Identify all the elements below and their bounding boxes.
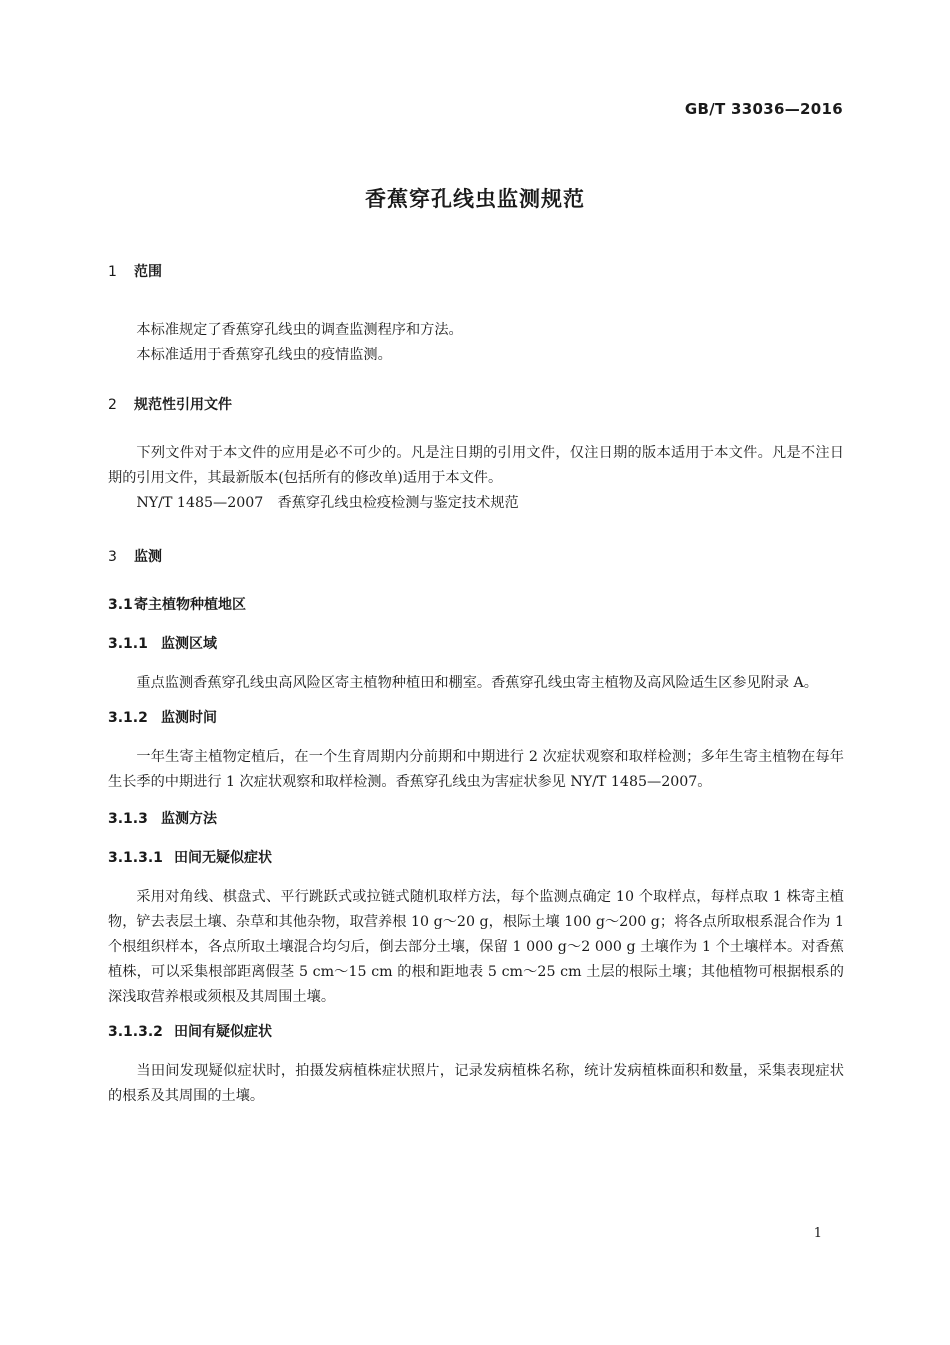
section-number: 2 bbox=[108, 397, 117, 413]
section-3-1-2-heading bbox=[108, 708, 844, 728]
section-title: 监测 bbox=[134, 549, 162, 565]
section-title: 监测方法 bbox=[161, 811, 217, 827]
section-title: 监测时间 bbox=[161, 710, 217, 726]
document-body bbox=[108, 262, 844, 1109]
section-3-1-heading bbox=[108, 595, 844, 615]
section-number: 3.1.3.2 bbox=[108, 1024, 163, 1040]
paragraph: 采用对角线、棋盘式、平行跳跃式或拉链式随机取样方法，每个监测点确定 10 个取样点，每样点取 1 株寄主植物，铲去表层土壤、杂草和其他杂物，取营养根 10 g～20 g，根际土壤 100 g～200 g；将各点所取根系混合作为 1 个根组织样本，各点所取土壤混合均匀后，倒去部分土壤，保留 1 000 g～2 000 g 土壤作为 1 个土壤样本。对香蕉植株，可以采集根部距离假茎 5 cm～15 cm 的根和距地表 5 cm～25 cm 土层的根际土壤；其他植物可根据根系的深浅取营养根或须根及其周围土壤。 bbox=[108, 889, 844, 1005]
section-title: 规范性引用文件 bbox=[134, 397, 232, 413]
section-number: 1 bbox=[108, 264, 117, 280]
normative-reference: NY/T 1485—2007 香蕉穿孔线虫检疫检测与鉴定技术规范 bbox=[136, 495, 519, 511]
section-3-1-3-heading bbox=[108, 809, 844, 829]
section-2-heading bbox=[108, 395, 844, 415]
section-number: 3.1.3 bbox=[108, 811, 148, 827]
paragraph: 本标准规定了香蕉穿孔线虫的调查监测程序和方法。 bbox=[136, 322, 463, 338]
section-title: 田间有疑似症状 bbox=[174, 1024, 272, 1040]
section-3-1-1-heading bbox=[108, 634, 844, 654]
section-number: 3.1.2 bbox=[108, 710, 148, 726]
page-number: 1 bbox=[813, 1226, 822, 1241]
section-number: 3.1.1 bbox=[108, 636, 148, 652]
paragraph: 重点监测香蕉穿孔线虫高风险区寄主植物种植田和棚室。香蕉穿孔线虫寄主植物及高风险适生区参见附录 A。 bbox=[136, 675, 818, 691]
section-number: 3.1.3.1 bbox=[108, 850, 163, 866]
section-1-heading bbox=[108, 262, 844, 282]
paragraph: 本标准适用于香蕉穿孔线虫的疫情监测。 bbox=[136, 347, 392, 363]
section-title: 范围 bbox=[134, 264, 162, 280]
standard-code: GB/T 33036—2016 bbox=[684, 100, 843, 118]
paragraph: 当田间发现疑似症状时，拍摄发病植株症状照片，记录发病植株名称，统计发病植株面积和数量，采集表现症状的根系及其周围的土壤。 bbox=[108, 1063, 844, 1104]
paragraph: 下列文件对于本文件的应用是必不可少的。凡是注日期的引用文件，仅注日期的版本适用于本文件。凡是不注日期的引用文件，其最新版本(包括所有的修改单)适用于本文件。 bbox=[108, 445, 844, 486]
document-title: 香蕉穿孔线虫监测规范 bbox=[365, 187, 585, 211]
section-3-heading bbox=[108, 547, 844, 567]
section-3-1-3-2-heading bbox=[108, 1022, 844, 1042]
section-number: 3 bbox=[108, 549, 117, 565]
section-title: 田间无疑似症状 bbox=[174, 850, 272, 866]
section-title: 寄主植物种植地区 bbox=[134, 597, 246, 613]
section-title: 监测区域 bbox=[161, 636, 217, 652]
section-3-1-3-1-heading bbox=[108, 848, 844, 868]
section-number: 3.1 bbox=[108, 597, 133, 613]
paragraph: 一年生寄主植物定植后，在一个生育周期内分前期和中期进行 2 次症状观察和取样检测；多年生寄主植物在每年生长季的中期进行 1 次症状观察和取样检测。香蕉穿孔线虫为害症状参见 NY/T 1485—2007。 bbox=[108, 749, 844, 790]
